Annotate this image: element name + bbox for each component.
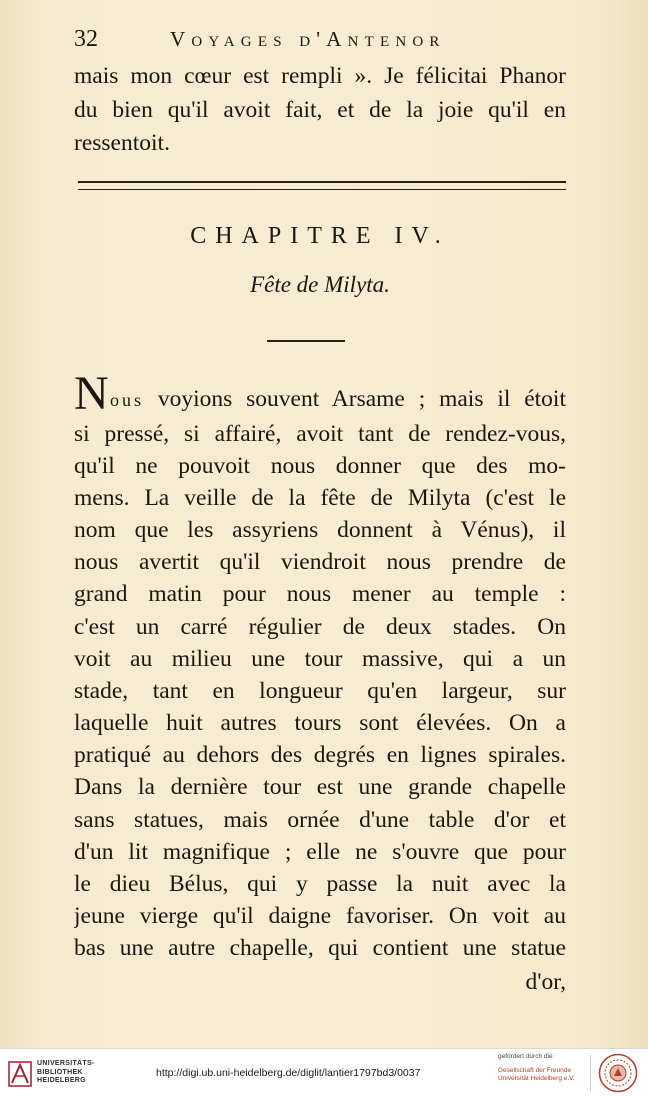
text-line: Dans la dernière tour est une grande chapelle	[74, 774, 566, 800]
text-line: qu'il ne pouvoit nous donner que des mo-	[74, 453, 566, 479]
text-line: nous avertit qu'il viendroit nous prendre de	[74, 549, 566, 575]
library-name-line: UNIVERSITÄTS-	[37, 1060, 95, 1067]
funded-by-label: gefördert durch die	[498, 1053, 553, 1060]
friends-society-line: Gesellschaft der Freunde	[498, 1067, 571, 1074]
university-seal-icon	[598, 1053, 638, 1093]
text-line: laquelle huit autres tours sont élevées. On a	[74, 710, 566, 736]
text-line: le dieu Bélus, qui y passe la nuit avec la	[74, 871, 566, 897]
first-line-rest: voyions souvent Arsame ; mais il étoit	[144, 386, 566, 412]
drop-cap: N	[74, 367, 109, 420]
university-library-logo-icon	[8, 1061, 32, 1087]
library-name	[37, 1060, 95, 1086]
text-line: bas une autre chapelle, qui contient une statue	[74, 935, 566, 961]
text-line: nom que les assyriens donnent à Vénus), il	[74, 517, 566, 543]
catchword: d'or,	[525, 969, 566, 995]
friends-society-name	[498, 1067, 575, 1083]
running-head	[74, 24, 566, 54]
text-line: grand matin pour nous mener au temple :	[74, 581, 566, 607]
text-line: si pressé, si affairé, avoit tant de rendez-vous,	[74, 421, 566, 447]
page-number: 32	[74, 26, 98, 52]
friends-society-line: Universität Heidelberg e.V.	[498, 1075, 575, 1082]
chapter-title: CHAPITRE IV.	[190, 223, 450, 249]
permalink-url[interactable]: http://digi.ub.uni-heidelberg.de/diglit/lantier1797bd3/0037	[156, 1067, 421, 1079]
text-line: ressentoit.	[74, 130, 170, 156]
text-line: sans statues, mais ornée d'une table d'or et	[74, 807, 566, 833]
footer-divider	[590, 1055, 591, 1091]
chapter-subtitle: Fête de Milyta.	[250, 272, 390, 297]
first-paragraph-line	[74, 367, 566, 420]
text-line: c'est un carré régulier de deux stades. On	[74, 614, 566, 640]
book-title: Voyages d'Antenor	[170, 27, 446, 51]
short-rule-divider	[267, 340, 345, 342]
text-line: pratiqué au dehors des degrés en lignes spirales.	[74, 742, 566, 768]
library-name-line: BIBLIOTHEK	[37, 1068, 83, 1076]
text-line: jeune vierge qu'il daigne favoriser. On voit au	[74, 903, 566, 929]
double-rule-divider	[78, 181, 566, 190]
library-name-line: HEIDELBERG	[37, 1077, 86, 1084]
first-line-text	[74, 383, 566, 416]
text-line: mais mon cœur est rempli ». Je félicitai Phanor	[74, 63, 566, 89]
text-line: mens. La veille de la fête de Milyta (c'est le	[74, 485, 566, 511]
text-line: stade, tant en longueur qu'en largeur, sur	[74, 678, 566, 704]
viewer-footer	[0, 1048, 648, 1097]
text-line: voit au milieu une tour massive, qui a un	[74, 646, 566, 672]
small-caps-word: ous	[110, 390, 145, 410]
text-line: d'un lit magnifique ; elle ne s'ouvre que pour	[74, 839, 566, 865]
text-line: du bien qu'il avoit fait, et de la joie qu'il en	[74, 97, 566, 123]
